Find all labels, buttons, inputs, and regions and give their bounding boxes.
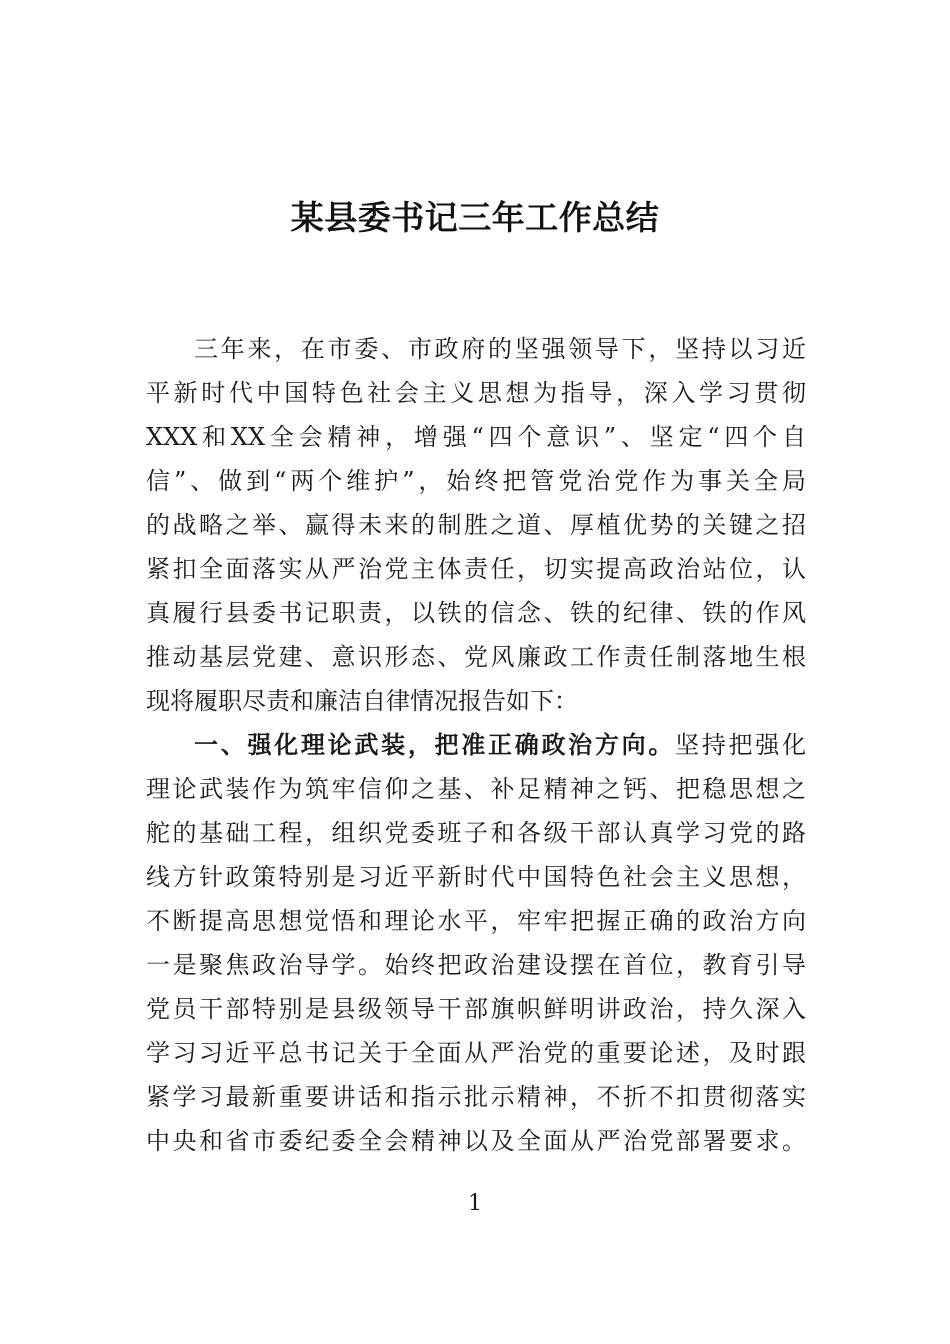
paragraph-1-line-3: XXX和XX全会精神，增强“四个意识”、坚定“四个自 (146, 423, 806, 451)
paragraph-2-line-2: 理论武装作为筑牢信仰之基、补足精神之钙、把稳思想之 (146, 775, 806, 803)
paragraph-2-line-10: 中央和省市委纪委全会精神以及全面从严治党部署要求。 (146, 1127, 806, 1155)
page-number: 1 (468, 1191, 482, 1216)
paragraph-2-line-8: 学习习近平总书记关于全面从严治党的重要论述，及时跟 (146, 1039, 806, 1067)
paragraph-1-line-8: 推动基层党建、意识形态、党风廉政工作责任制落地生根 (146, 643, 806, 671)
paragraph-1-line-4: 信”、做到“两个维护”，始终把管党治党作为事关全局 (146, 467, 806, 495)
paragraph-2-line-4: 线方针政策特别是习近平新时代中国特色社会主义思想， (146, 863, 806, 891)
paragraph-2-line-1 (194, 723, 806, 767)
paragraph-2-line-9: 紧学习最新重要讲话和指示批示精神，不折不扣贯彻落实 (146, 1083, 806, 1111)
paragraph-2-line-7: 党员干部特别是县级领导干部旗帜鲜明讲政治，持久深入 (146, 995, 806, 1023)
paragraph-1-line-7: 真履行县委书记职责，以铁的信念、铁的纪律、铁的作风 (146, 599, 806, 627)
paragraph-2-line-5: 不断提高思想觉悟和理论水平，牢牢把握正确的政治方向 (146, 907, 806, 935)
paragraph-2-line-1-text: 坚持把强化 (675, 731, 806, 759)
paragraph-1-line-1: 三年来，在市委、市政府的坚强领导下，坚持以习近 (194, 335, 806, 363)
paragraph-2-line-6: 一是聚焦政治导学。始终把政治建设摆在首位，教育引导 (146, 951, 806, 979)
paragraph-1-line-6: 紧扣全面落实从严治党主体责任，切实提高政治站位，认 (146, 555, 806, 583)
paragraph-2-line-3: 舵的基础工程，组织党委班子和各级干部认真学习党的路 (146, 819, 806, 847)
paragraph-1-line-5: 的战略之举、赢得未来的制胜之道、厚植优势的关键之招 (146, 511, 806, 539)
document-title: 某县委书记三年工作总结 (290, 198, 660, 237)
paragraph-1-line-2: 平新时代中国特色社会主义思想为指导，深入学习贯彻 (146, 379, 806, 407)
paragraph-1-line-9: 现将履职尽责和廉洁自律情况报告如下： (146, 687, 578, 715)
section-heading: 一、强化理论武装，把准正确政治方向。 (194, 730, 676, 759)
